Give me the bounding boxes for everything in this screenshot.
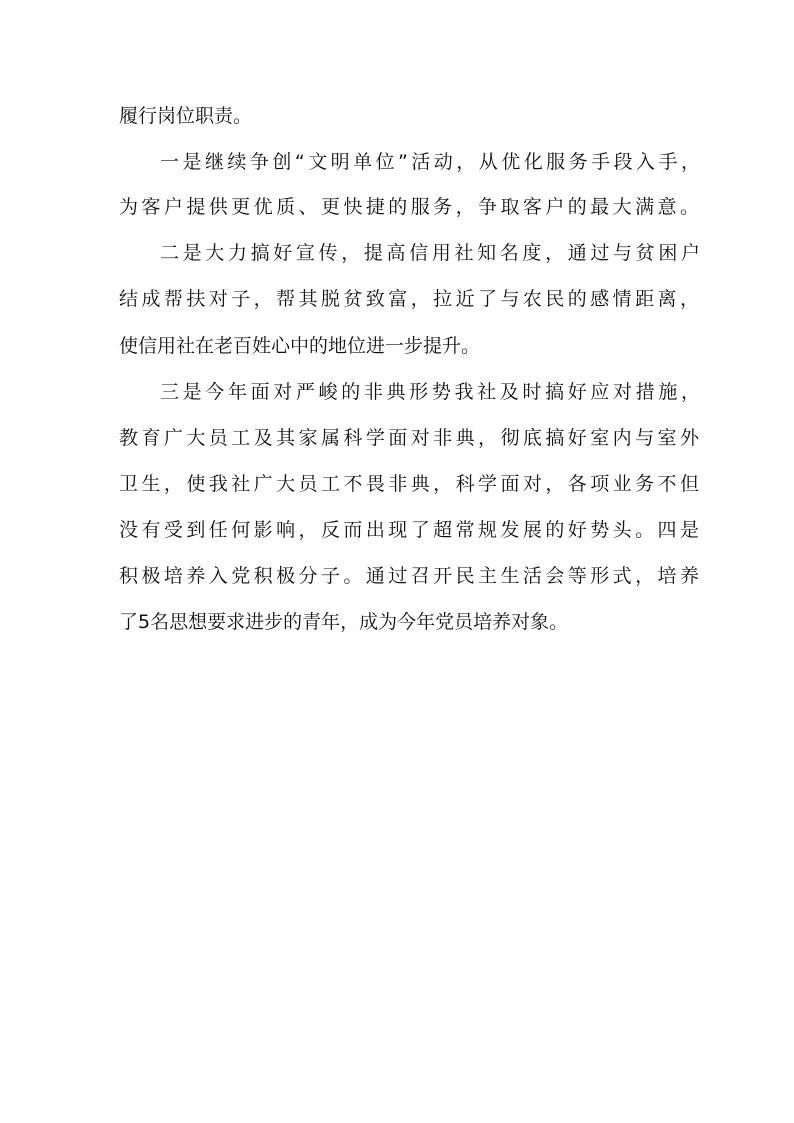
text-line-11: 积极培养入党积极分子。通过召开民主生活会等形式，培养 [119, 565, 699, 587]
text-line-5: 结成帮扶对子，帮其脱贫致富，拉近了与农民的感情距离， [119, 288, 699, 310]
text-line-2: 一是继续争创“文明单位”活动，从优化服务手段入手， [160, 151, 700, 173]
text-line-9: 卫生，使我社广大员工不畏非典，科学面对，各项业务不但 [119, 473, 699, 495]
text-line-3: 为客户提供更优质、更快捷的服务，争取客户的最大满意。 [119, 196, 699, 218]
text-line-6: 使信用社在老百姓心中的地位进一步提升。 [119, 335, 481, 357]
text-line-10: 没有受到任何影响，反而出现了超常规发展的好势头。四是 [119, 519, 699, 541]
text-line-7: 三是今年面对严峻的非典形势我社及时搞好应对措施， [160, 381, 700, 403]
text-line-12: 了5名思想要求进步的青年，成为今年党员培养对象。 [119, 611, 569, 633]
text-line-4: 二是大力搞好宣传，提高信用社知名度，通过与贫困户 [160, 242, 700, 264]
text-line-8: 教育广大员工及其家属科学面对非典，彻底搞好室内与室外 [119, 427, 699, 449]
text-line-1: 履行岗位职责。 [119, 105, 253, 127]
